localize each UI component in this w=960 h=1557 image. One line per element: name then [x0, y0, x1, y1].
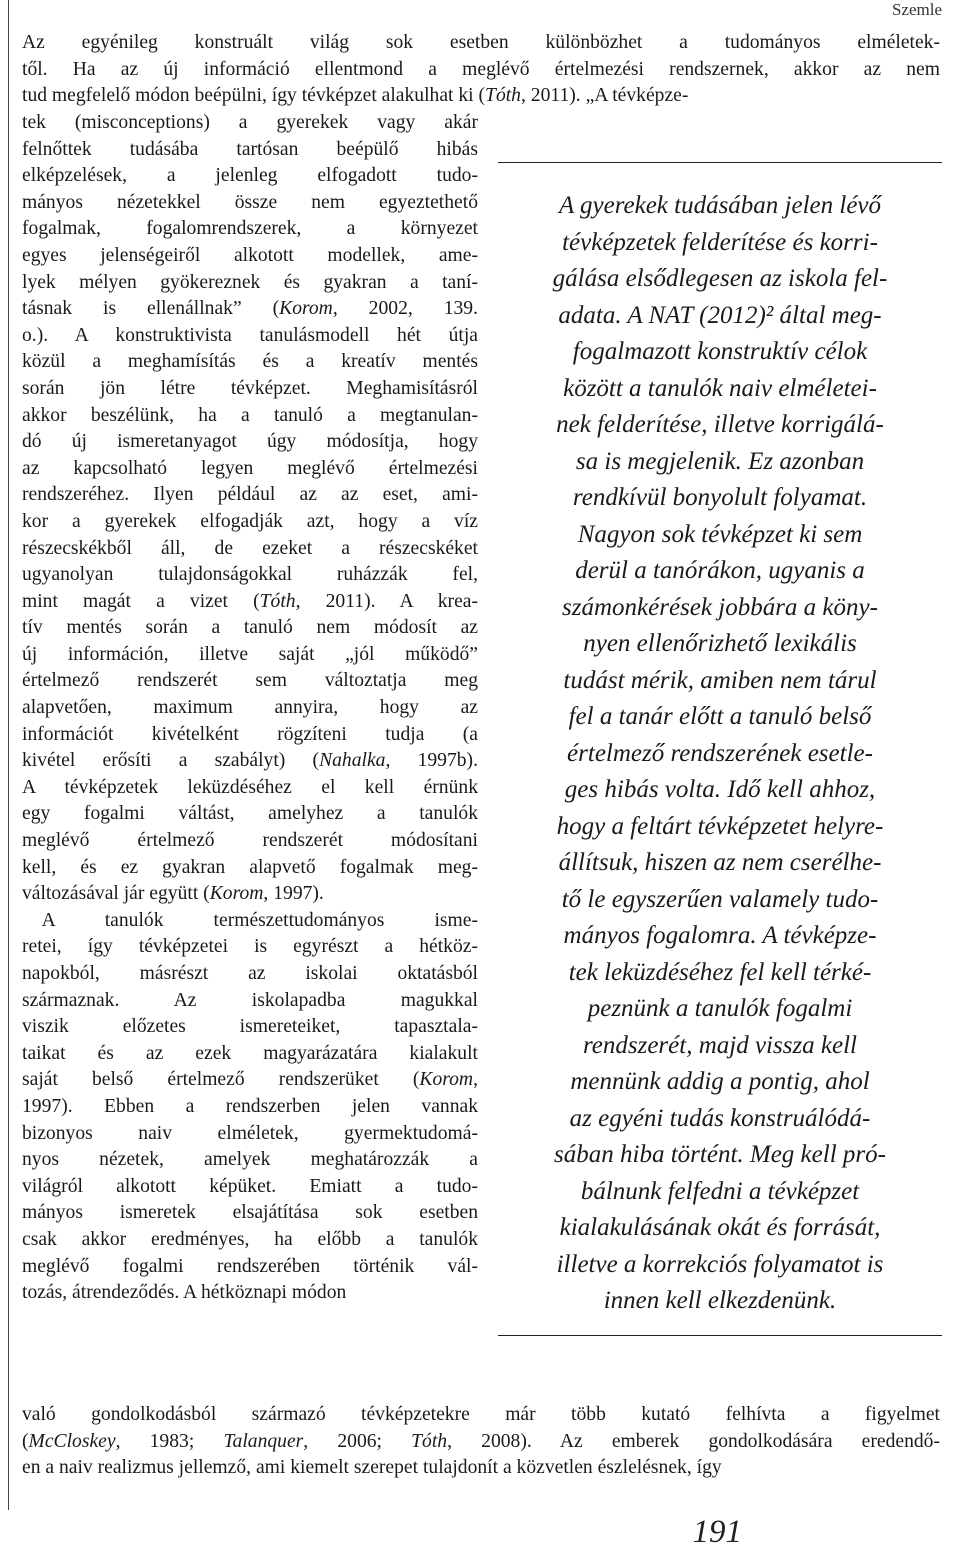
text-line: mányos nézetekkel össze nem egyeztethető: [22, 191, 478, 213]
text-line: tud megfelelő módon beépülni, így tévképzet alakulhat ki (Tóth, 2011). „A tévképze-: [22, 85, 689, 107]
text-line: egyes jelenségeiről alkotott modellek, ame-: [22, 244, 478, 266]
text-line: tásnak is ellenállnak” (Korom, 2002, 139.: [22, 298, 478, 320]
text-line: A tévképzetek leküzdéséhez el kell érnünk: [22, 776, 478, 798]
pullquote-line: gálása elsődlegesen az iskola fel-: [552, 265, 888, 292]
pullquote-line: értelmező rendszerének esetle-: [567, 739, 873, 767]
text-line: 1997). Ebben a rendszerben jelen vannak: [22, 1095, 478, 1117]
text-line: dó új ismeretanyagot úgy módosítja, hogy: [22, 431, 478, 453]
text-line: mányos ismeretek elsajátítása sok esetben: [22, 1202, 478, 1224]
text-line: akkor beszélünk, ha a tanuló a megtanulan-: [22, 404, 478, 426]
text-line: csak akkor eredményes, ha előbb a tanulók: [22, 1228, 478, 1250]
pullquote-top-rule: [498, 162, 942, 163]
text-line: tek (misconceptions) a gyerekek vagy akár: [22, 112, 478, 133]
pullquote-line: között a tanulók naiv elméletei-: [563, 374, 877, 402]
text-line: től. Ha az új információ ellentmond a meglévő értelmezési rendszernek, akkor az nem: [22, 58, 940, 80]
main-column-text: [22, 110, 478, 1307]
text-line: nyos nézetek, amelyek meghatározzák a: [22, 1149, 478, 1171]
section-label: Szemle: [891, 0, 942, 19]
pullquote-line: A gyerekek tudásában jelen lévő: [558, 192, 882, 219]
text-line: ugyanolyan tulajdonságokkal ruházzák fel,: [22, 564, 478, 586]
pullquote: [498, 188, 942, 1320]
pullquote-line: nek felderítése, illetve korrigálá-: [556, 411, 884, 438]
pullquote-line: sában hiba történt. Meg kell pró-: [554, 1141, 886, 1168]
pullquote-line: derül a tanórákon, ugyanis a: [575, 557, 865, 584]
text-line: egy fogalmi váltást, amelyhez a tanulók: [22, 803, 478, 825]
text-line: viszik előzetes ismereteiket, tapasztala-: [22, 1016, 478, 1038]
text-line: információt kivételként rögzíteni tudja (a: [22, 723, 478, 745]
text-line: felnőttek tudásába tartósan beépülő hibás: [22, 138, 478, 160]
text-line: meglévő értelmező rendszerét módosítani: [22, 830, 478, 852]
text-line: származnak. Az iskolapadba magukkal: [22, 989, 478, 1011]
text-line: során jön létre tévképzet. Meghamisításról: [22, 377, 478, 399]
text-line: en a naiv realizmus jellemző, ami kiemelt szerepet tulajdonít a közvetlen észlelésnek, így: [22, 1457, 722, 1479]
text-line: változásával jár együtt (Korom, 1997).: [22, 883, 324, 905]
page-number: 191: [692, 1514, 742, 1550]
pullquote-line: rendszerét, majd vissza kell: [582, 1031, 858, 1059]
pullquote-line: peznünk a tanulók fogalmi: [587, 995, 853, 1022]
pullquote-line: fel a tanár előtt a tanuló belső: [568, 703, 872, 730]
pullquote-line: bálnunk felfedni a tévképzet: [580, 1177, 860, 1205]
pullquote-line: adata. A NAT (2012)² által meg-: [558, 301, 882, 329]
pullquote-line: tő le egyszerűen valamely tudo-: [561, 885, 879, 913]
text-line: kor a gyerekek elfogadják azt, hogy a víz: [22, 510, 478, 532]
text-line: alapvetően, maximum annyira, hogy az: [22, 697, 478, 719]
pullquote-line: rendkívül bonyolult folyamat.: [572, 484, 868, 511]
text-line: értelmező rendszerét sem változtatja meg: [22, 670, 478, 692]
text-line: rendszeréhez. Ilyen például az az eset, ami-: [22, 484, 478, 506]
pullquote-line: kialakulásának okát és forrását,: [559, 1214, 881, 1241]
text-line: retei, így tévképzetei is egyrészt a hétköz-: [22, 936, 478, 958]
pullquote-line: tévképzetek felderítése és korri-: [562, 228, 878, 256]
pullquote-line: állítsuk, hiszen az nem cserélhe-: [558, 849, 882, 876]
pullquote-line: számonkérések jobbára a köny-: [562, 593, 878, 621]
pullquote-line: illetve a korrekciós folyamatot is: [556, 1250, 884, 1278]
text-line: világról alkotott képüket. Emiatt a tudo-: [22, 1175, 478, 1197]
text-line: o.). A konstruktivista tanulásmodell hét útja: [22, 324, 478, 346]
pullquote-line: mennünk addig a pontig, ahol: [570, 1068, 870, 1095]
text-line: új információn, illetve saját „jól működő”: [22, 643, 478, 665]
text-line: való gondolkodásból származó tévképzetekre már több kutató felhívta a figyelmet: [22, 1404, 940, 1425]
text-line: tozás, átrendeződés. A hétköznapi módon: [22, 1282, 347, 1304]
intro-paragraph: [22, 30, 940, 110]
text-line: az kapcsolható legyen meglévő értelmezési: [22, 457, 478, 479]
text-line: taikat és az ezek magyarázatára kialakult: [22, 1042, 478, 1064]
text-line: elképzelések, a jelenleg elfogadott tudo-: [22, 165, 478, 187]
text-line: Az egyénileg konstruált világ sok esetben különbözhet a tudományos elméletek-: [22, 32, 940, 53]
text-line: kell, és ez gyakran alapvető fogalmak meg-: [22, 856, 478, 878]
text-line: kivétel erősíti a szabályt) (Nahalka, 1997b).: [22, 750, 478, 772]
pullquote-line: fogalmazott konstruktív célok: [572, 338, 868, 365]
text-line: (McCloskey, 1983; Talanquer, 2006; Tóth, 2008). Az emberek gondolkodására eredendő-: [22, 1430, 941, 1452]
pullquote-line: az egyéni tudás konstruálódá-: [569, 1104, 871, 1132]
margin-rule: [8, 0, 9, 1510]
text-line: meglévő fogalmi rendszerében történik vál-: [22, 1255, 478, 1277]
pullquote-line: tek leküzdéséhez fel kell térké-: [568, 958, 872, 986]
text-line: A tanulók természettudományos isme-: [22, 909, 478, 931]
pullquote-bottom-rule: [498, 1335, 942, 1336]
text-line: fogalmak, fogalomrendszerek, a környezet: [22, 218, 478, 240]
bottom-paragraph: [22, 1402, 940, 1482]
text-line: közül a meghamísítás és a kreatív mentés: [22, 351, 478, 373]
text-line: lyek mélyen gyökereznek és gyakran a taní-: [22, 271, 478, 293]
pullquote-line: sa is megjelenik. Ez azonban: [575, 447, 865, 475]
text-line: részecskékből áll, de ezeket a részecskéket: [22, 537, 478, 559]
text-line: saját belső értelmező rendszerüket (Korom,: [22, 1069, 478, 1091]
pullquote-line: mányos fogalomra. A tévképze-: [563, 922, 877, 949]
text-line: napokból, másrészt az iskolai oktatásból: [22, 963, 478, 984]
text-line: mint magát a vizet (Tóth, 2011). A krea-: [22, 590, 478, 612]
text-line: tív mentés során a tanuló nem módosít az: [22, 617, 478, 639]
pullquote-line: tudást mérik, amiben nem tárul: [563, 666, 877, 694]
pullquote-line: hogy a feltárt tévképzetet helyre-: [556, 812, 884, 840]
pullquote-line: ges hibás volta. Idő kell ahhoz,: [564, 776, 876, 803]
text-line: bizonyos naiv elméletek, gyermektudomá-: [22, 1122, 478, 1144]
pullquote-line: innen kell elkezdenünk.: [603, 1287, 837, 1314]
pullquote-line: nyen ellenőrizhető lexikális: [583, 630, 857, 657]
pullquote-line: Nagyon sok tévképzet ki sem: [577, 520, 863, 548]
